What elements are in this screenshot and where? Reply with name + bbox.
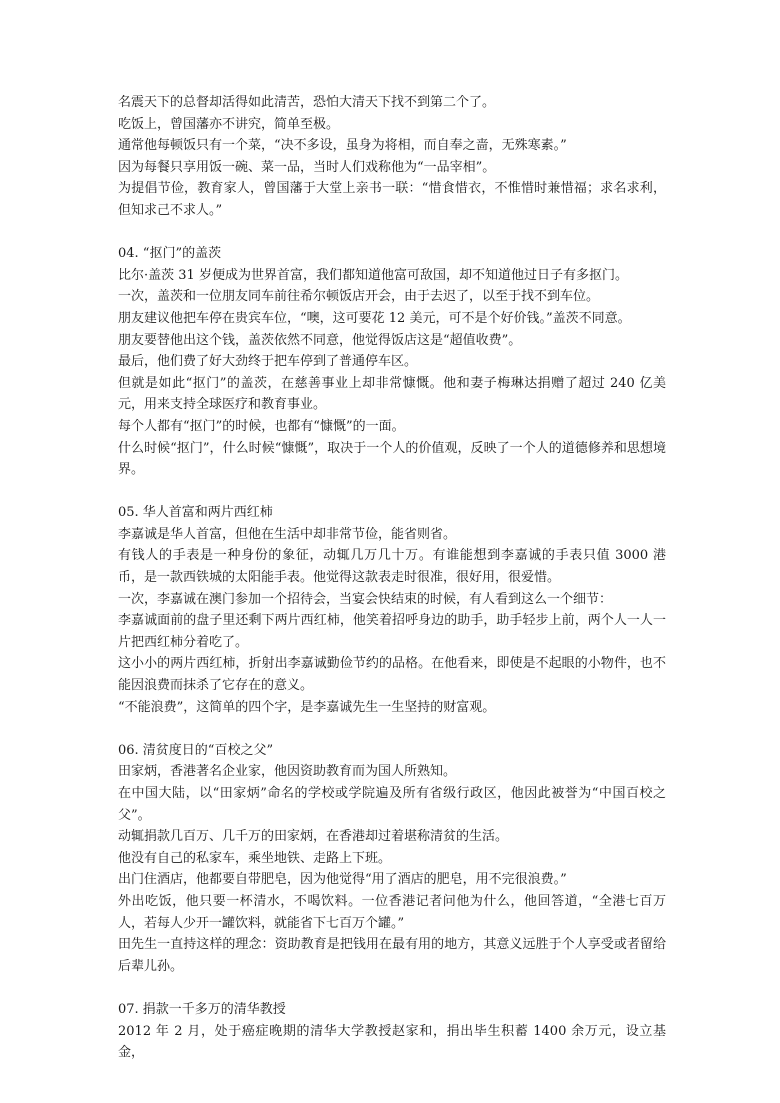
intro-paragraph: 通常他每顿饭只有一个菜，“决不多设，虽身为将相，而自奉之啬，无殊寒素。” [118, 138, 567, 154]
section-spacer [118, 222, 666, 244]
section-paragraph: 外出吃饭，他只要一杯清水，不喝饮料。一位香港记者问他为什么，他回答道，“全港七百万人，若每人少开一罐饮料，就能省下七百万个罐。” [118, 893, 666, 931]
section-paragraph: 朋友要替他出这个钱，盖茨依然不同意，他觉得饭店这是“超值收费”。 [118, 332, 522, 348]
section-paragraph: 有钱人的手表是一种身份的象征，动辄几万几十万。有谁能想到李嘉诚的手表只值 3000 港币，是一款西铁城的太阳能手表。他觉得这款表走时很准，很好用，很爱惜。 [118, 548, 666, 586]
section-paragraph: 2012 年 2 月，处于癌症晚期的清华大学教授赵家和，捐出毕生积蓄 1400 余万元，设立基金， [118, 1023, 666, 1061]
section-paragraph: 比尔·盖茨 31 岁便成为世界首富，我们都知道他富可敌国，却不知道他过日子有多抠门。 [118, 267, 628, 283]
section-spacer [118, 718, 666, 740]
section-paragraph: 最后，他们费了好大劲终于把车停到了普通停车区。 [118, 354, 418, 370]
section-spacer [118, 481, 666, 503]
section-paragraph: 一次，盖茨和一位朋友同车前往希尔顿饭店开会，由于去迟了，以至于找不到车位。 [118, 289, 600, 305]
section-paragraph: 田先生一直持这样的理念：资助教育是把钱用在最有用的地方，其意义远胜于个人享受或者留给后辈儿孙。 [118, 937, 666, 974]
section-paragraph: 在中国大陆，以“田家炳”命名的学校或学院遍及所有省级行政区，他因此被誉为“中国百校之父”。 [118, 786, 666, 823]
section-paragraph: “不能浪费”，这简单的四个字，是李嘉诚先生一生坚持的财富观。 [118, 699, 496, 715]
section-paragraph: 朋友建议他把车停在贵宾车位，“噢，这可要花 12 美元，可不是个好价钱。”盖茨不同意。 [118, 310, 631, 326]
section-paragraph: 田家炳，香港著名企业家，他因资助教育而为国人所熟知。 [118, 764, 457, 780]
intro-paragraph: 因为每餐只享用饭一碗、菜一品，当时人们戏称他为“一品宰相”。 [118, 159, 496, 175]
section-paragraph: 李嘉诚是华人首富，但他在生活中却非常节俭，能省则省。 [118, 526, 457, 542]
section-paragraph: 什么时候“抠门”，什么时候“慷慨”，取决于一个人的价值观，反映了一个人的道德修养和思想境界。 [118, 440, 666, 478]
intro-paragraph: 吃饭上，曾国藩亦不讲究，简单至极。 [118, 116, 340, 132]
section-paragraph: 这小小的两片西红柿，折射出李嘉诚勤俭节约的品格。在他看来，即使是不起眼的小物件，也不能因浪费而抹杀了它存在的意义。 [118, 656, 666, 694]
section-paragraph: 但就是如此“抠门”的盖茨，在慈善事业上却非常慷慨。他和妻子梅琳达捐赠了超过 240 亿美元，用来支持全球医疗和教育事业。 [118, 375, 666, 413]
section-paragraph: 动辄捐款几百万、几千万的田家炳，在香港却过着堪称清贫的生活。 [118, 829, 509, 845]
section-paragraph: 出门住酒店，他都要自带肥皂，因为他觉得“用了酒店的肥皂，用不完很浪费。” [118, 872, 567, 888]
section-paragraph: 一次，李嘉诚在澳门参加一个招待会，当宴会快结束的时候，有人看到这么一个细节： [118, 591, 613, 607]
section-spacer [118, 977, 666, 999]
section-heading: 04. “抠门”的盖茨 [118, 246, 222, 262]
section-paragraph: 他没有自己的私家车，乘坐地铁、走路上下班。 [118, 850, 392, 866]
intro-paragraph: 名震天下的总督却活得如此清苦，恐怕大清天下找不到第二个了。 [118, 95, 496, 110]
section-paragraph: 每个人都有“抠门”的时候，也都有“慷慨”的一面。 [118, 418, 405, 434]
intro-paragraph: 为提倡节俭，教育家人，曾国藩于大堂上亲书一联：“惜食惜衣，不惟惜时兼惜福；求名求利，但知求己不求人。” [118, 181, 666, 218]
section-heading: 05. 华人首富和两片西红柿 [118, 505, 273, 521]
section-heading: 07. 捐款一千多万的清华教授 [118, 1001, 286, 1017]
document-page [118, 92, 666, 1064]
section-heading: 06. 清贫度日的“百校之父” [118, 742, 274, 758]
section-paragraph: 李嘉诚面前的盘子里还剩下两片西红柿，他笑着招呼身边的助手，助手轻步上前，两个人一人一片把西红柿分着吃了。 [118, 613, 666, 650]
